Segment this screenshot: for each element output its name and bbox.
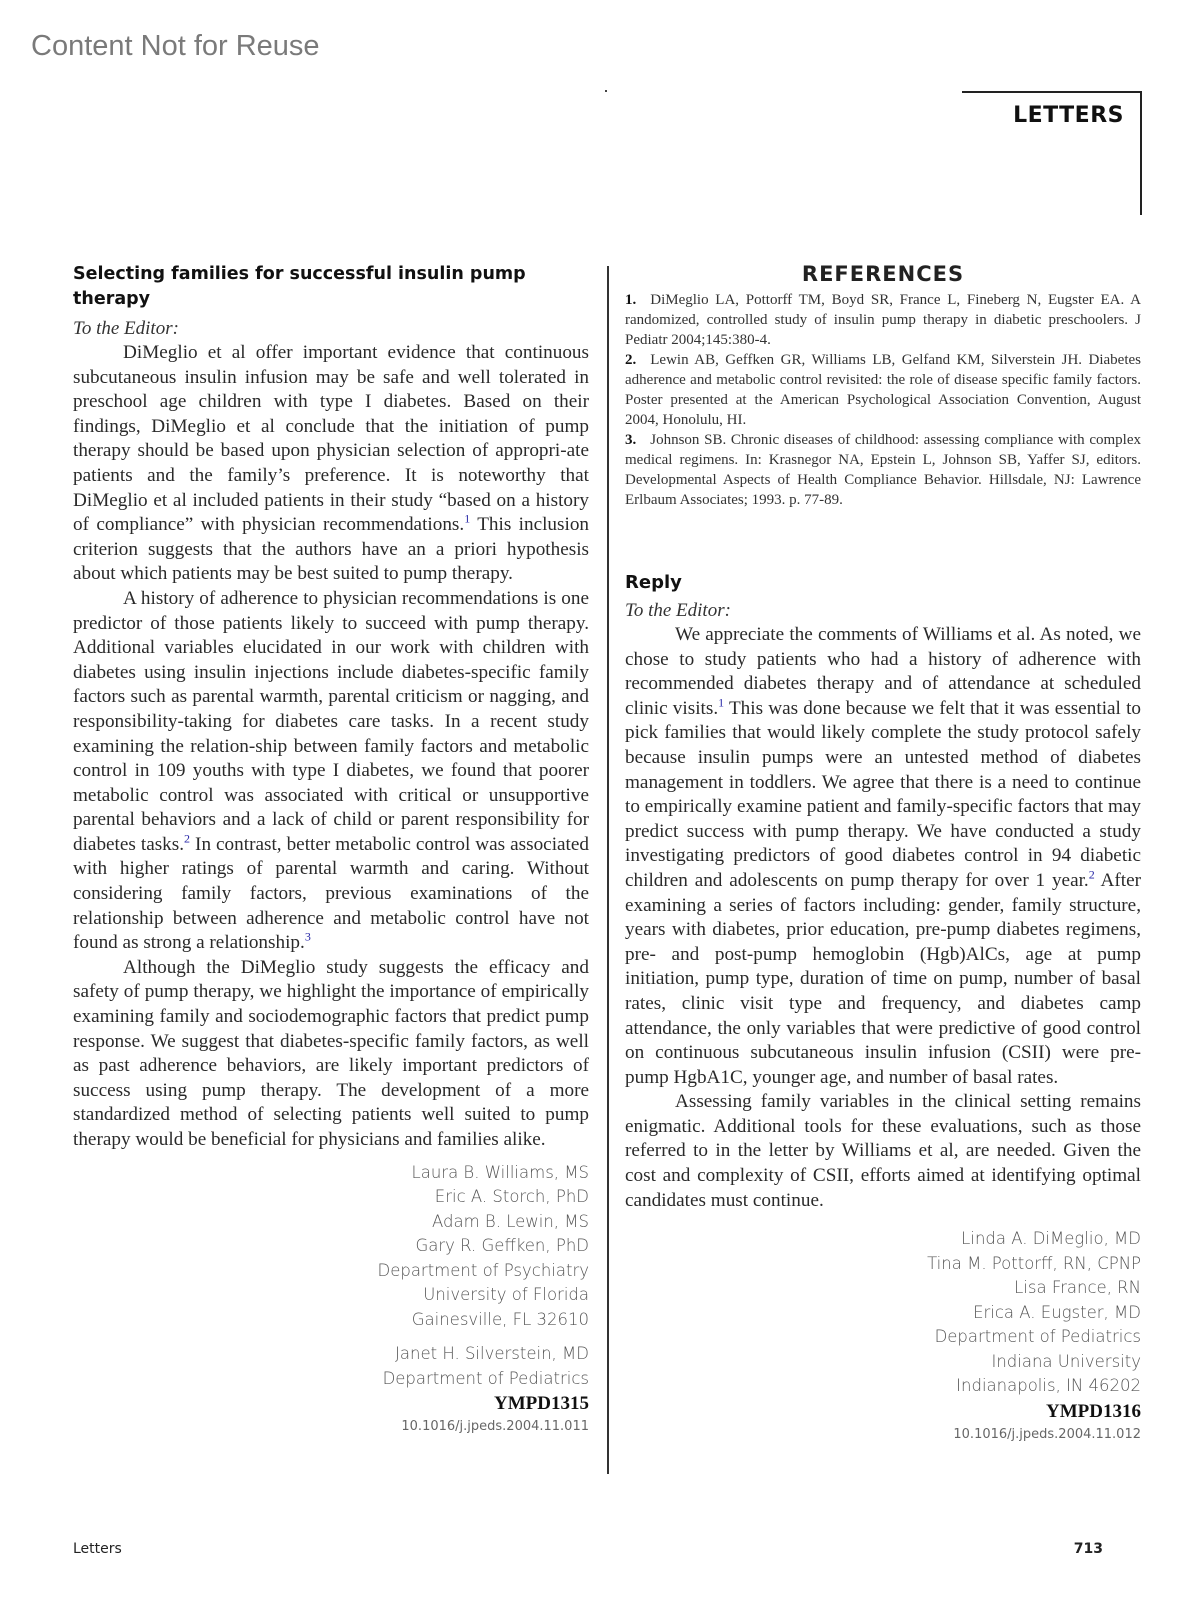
letter-column	[73, 262, 589, 1437]
letter-salutation: To the Editor:	[73, 318, 179, 339]
signature-line: Eric A. Storch, PhD	[434, 1187, 589, 1207]
section-title: LETTERS	[1013, 103, 1124, 128]
letter-paragraph-3	[73, 956, 589, 1153]
article-code: YMPD1315	[494, 1393, 589, 1415]
citation-link-2[interactable]: 2	[184, 831, 191, 846]
reference-text: Lewin AB, Geffken GR, Williams LB, Gelfand KM, Silverstein JH. Diabetes adherence and metabolic control revisited: the role of disease specific family factors. Poster presented at the American Psychological Association Convention, August 2004, Honolulu, HI.	[625, 352, 1141, 428]
reply-signature	[625, 1227, 1141, 1445]
letter-signature	[73, 1161, 589, 1438]
signature-line: Gary R. Geffken, PhD	[415, 1236, 589, 1256]
references-reply-column	[625, 262, 1141, 1445]
letter-paragraph-1	[73, 341, 589, 587]
reference-number: 2.	[625, 352, 637, 368]
text-segment: We appreciate the comments of Williams et al. As noted, we chose to study patients who had a history of adherence with recommended diabetes therapy and of attendance at scheduled clinic visits.	[625, 624, 1141, 719]
column-divider	[607, 266, 609, 1474]
text-segment: This inclusion criterion suggests that the authors have an a priori hypothesis about which patients may be best suited to pump therapy.	[73, 514, 590, 585]
signature-line: Indianapolis, IN 46202	[956, 1376, 1141, 1396]
signature-line: Adam B. Lewin, MS	[432, 1211, 589, 1231]
signature-line: Department of Psychiatry	[377, 1260, 589, 1280]
signature-line: Indiana University	[991, 1351, 1141, 1371]
text-segment: In contrast, better metabolic control was associated with higher ratings of parental warmth and caring. Without considering family factors, previous examinations of the relationship between adherence and metabolic control have not found as strong a relationship.	[73, 833, 589, 954]
reference-item	[625, 290, 1141, 350]
reference-number: 1.	[625, 292, 637, 308]
reference-item	[625, 430, 1141, 510]
article-code: YMPD1316	[1046, 1400, 1141, 1422]
signature-line: University of Florida	[423, 1285, 589, 1305]
citation-link-3[interactable]: 3	[304, 929, 311, 944]
section-header-box	[962, 91, 1142, 215]
letter-title: Selecting families for successful insulin pump therapy	[73, 264, 526, 309]
citation-link-1[interactable]: 1	[464, 511, 471, 526]
signature-line: Gainesville, FL 32610	[411, 1309, 589, 1329]
reference-item	[625, 350, 1141, 430]
reply-salutation: To the Editor:	[625, 600, 731, 621]
reply-paragraph-2	[625, 1090, 1141, 1213]
signature-line: Department of Pediatrics	[382, 1368, 589, 1388]
signature-line: Erica A. Eugster, MD	[973, 1302, 1141, 1322]
footer-section-name: Letters	[73, 1541, 122, 1557]
watermark: Content Not for Reuse	[31, 30, 320, 62]
citation-link-2[interactable]: 2	[1088, 867, 1095, 882]
doi-link[interactable]: 10.1016/j.jpeds.2004.11.012	[953, 1426, 1141, 1442]
text-segment: Although the DiMeglio study suggests the efficacy and safety of pump therapy, we highlight the importance of empirically examining family and sociodemographic factors that predict pump response. We suggest that diabetes-specific family factors, as well as past adherence behaviors, are likely important predictors of success using pump therapy. The development of a more standardized method of selecting patients well suited to pump therapy would be beneficial for physicians and families alike.	[73, 956, 589, 1150]
signature-line: Linda A. DiMeglio, MD	[961, 1229, 1141, 1249]
signature-line: Janet H. Silverstein, MD	[395, 1344, 589, 1364]
reply-title: Reply	[625, 572, 682, 593]
doi-link[interactable]: 10.1016/j.jpeds.2004.11.011	[401, 1419, 589, 1435]
footer-page-number: 713	[1073, 1541, 1103, 1557]
signature-line: Laura B. Williams, MS	[411, 1162, 589, 1182]
references-title: REFERENCES	[801, 262, 965, 286]
stray-mark	[605, 90, 607, 92]
citation-link-1[interactable]: 1	[718, 695, 725, 710]
signature-line: Lisa France, RN	[1014, 1278, 1141, 1298]
text-segment: Assessing family variables in the clinical setting remains enigmatic. Additional tools for these evaluations, such as those referred to in the letter by Williams et al, are needed. Given the cost and complexity of CSII, efforts aimed at identifying optimal candidates must continue.	[625, 1091, 1141, 1211]
signature-line: Tina M. Pottorff, RN, CPNP	[927, 1253, 1141, 1273]
text-segment: This was done because we felt that it was essential to pick families that would likely complete the study protocol safely because insulin pumps were an untested method of diabetes management in toddlers. We agree that there is a need to continue to empirically examine patient and family-specific factors that may predict success with pump therapy. We have conducted a study investigating predictors of good diabetes control in 94 diabetic children and adolescents on pump therapy for over 1 year.	[625, 697, 1141, 891]
reference-text: DiMeglio LA, Pottorff TM, Boyd SR, France L, Fineberg N, Eugster EA. A randomized, controlled study of insulin pump therapy in diabetic preschoolers. J Pediatr 2004;145:380-4.	[625, 292, 1141, 348]
reply-paragraph-1	[625, 623, 1141, 1090]
signature-line: Department of Pediatrics	[934, 1327, 1141, 1347]
text-segment: After examining a series of factors including: gender, family structure, years with diabetes, prior education, pre-pump diabetes regimens, pre- and post-pump hemoglobin (Hgb)AlCs, age at pump initiation, pump type, duration of time on pump, number of basal rates, clinic visit type and frequency, and diabetes camp attendance, the only variables that were predictive of good control on continuous subcutaneous insulin infusion (CSII) were pre-pump HgbA1C, younger age, and number of basal rates.	[625, 869, 1141, 1088]
references-list	[625, 290, 1141, 510]
reference-text: Johnson SB. Chronic diseases of childhood: assessing compliance with complex medical regimens. In: Krasnegor NA, Epstein L, Johnson SB, Yaffer SJ, editors. Developmental Aspects of Health Compliance Behavior. Hillsdale, NJ: Lawrence Erlbaum Associates; 1993. p. 77-89.	[625, 432, 1141, 508]
text-segment: A history of adherence to physician recommendations is one predictor of those patients likely to succeed with pump therapy. Additional variables elucidated in our work with children with diabetes using insulin injections include diabetes-specific family factors such as parental warmth, parental criticism or nagging, and responsibility-taking for diabetes care tasks. In a recent study examining the relation-ship between family factors and metabolic control in 109 youths with type I diabetes, we found that poorer metabolic control was associated with critical or unsupportive parental behaviors and a lack of child or parent responsibility for diabetes tasks.	[73, 587, 589, 855]
text-segment: DiMeglio et al offer important evidence that continuous subcutaneous insulin infusion may be safe and well tolerated in preschool age children with type I diabetes. Based on their findings, DiMeglio et al conclude that the initiation of pump therapy should be based upon physician selection of appropri-ate patients and the family’s preference. It is noteworthy that DiMeglio et al included patients in their study “based on a history of compliance” with physician recommendations.	[73, 342, 589, 536]
letter-paragraph-2	[73, 587, 589, 956]
reference-number: 3.	[625, 432, 637, 448]
